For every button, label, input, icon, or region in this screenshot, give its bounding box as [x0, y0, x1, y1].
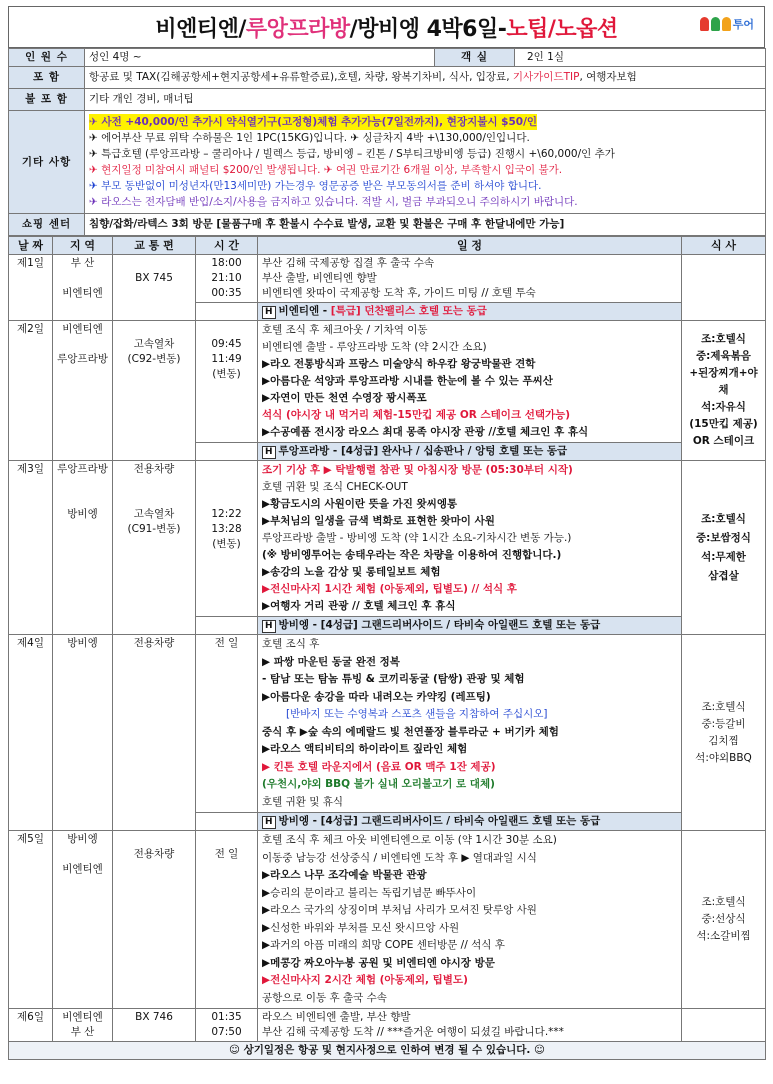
hotel-city: 방비엥 - [278, 815, 321, 827]
meal-text: 조:호텔식 [701, 896, 746, 908]
time-text: 11:49 [211, 353, 242, 365]
region-spacer [57, 847, 108, 862]
hotel-info [258, 617, 682, 635]
schedule-line: 부산 김해 국제공항 집결 후 출국 수속 [262, 257, 435, 269]
region-text: 방비엥 [67, 508, 98, 520]
room-label: 객 실 [435, 49, 515, 67]
etc-note: ✈ 현지일정 미참여시 패널티 $200/인 발생됩니다. ✈ 여권 만료기간 6개월 이상, 부족할시 입국이 불가. [89, 164, 563, 176]
time-spacer [200, 477, 253, 492]
time-text: 21:10 [211, 272, 242, 284]
schedule-line: 호텔 조식 후 체크 아웃 비엔티엔으로 이동 (약 1시간 30분 소요) [262, 834, 557, 846]
schedule-line: 공항으로 이동 후 출국 수속 [262, 991, 387, 1004]
region-text: 비엔티엔 [62, 863, 103, 875]
etc-note: ✈ 라오스는 전자담배 반입/소지/사용을 금지하고 있습니다. 적발 시, 벌금 부과되오니 주의하시기 바랍니다. [89, 196, 578, 208]
logo-text: 투어 [732, 18, 754, 31]
day-time [196, 1009, 258, 1042]
etc-notes [85, 111, 766, 214]
meal-text: +된장찌개+야채 [689, 367, 758, 396]
hotel-city: 방비엥 - [278, 619, 321, 631]
hotel-city: 루앙프라방 - [278, 445, 341, 457]
title-bar [8, 6, 765, 48]
schedule-line: ▶황금도시의 사원이란 뜻을 가진 왓씨엥통 [262, 498, 458, 510]
schedule-line: ▶라오스 국가의 상징이며 부처님 사리가 모셔진 탓루앙 사원 [262, 904, 537, 916]
meal-text: 김치찜 [708, 734, 739, 747]
hotel-icon: H [262, 446, 276, 459]
schedule-line: ▶아름다운 석양과 루앙프라방 시내를 한눈에 볼 수 있는 푸씨산 [262, 375, 553, 387]
etc-note: ✈ 특급호텔 (루앙프라방 – 쿨리아나 / 빌렉스 등급, 방비엥 – 킨톤 / S부티크방비엥 등급) 진행시 +\60,000/인 추가 [89, 148, 615, 160]
page-title [155, 12, 617, 43]
title-part-2: 루앙프라방 [245, 16, 350, 42]
time-empty [196, 443, 258, 461]
region-text: 방비엥 [67, 833, 98, 845]
include-text: 항공료 및 TAX(김해공항세+현지공항세+유류할증료),호텔, 차량, 왕복기차비, 식사, 입장료, [89, 71, 513, 83]
schedule-line: ▶메콩강 짜오아누봉 공원 및 비엔티엔 야시장 방문 [262, 956, 495, 969]
day-label: 제6일 [9, 1009, 53, 1042]
time-spacer [200, 322, 253, 337]
region-text: 비엔티엔 [62, 323, 103, 335]
region-text: 루앙프라방 [57, 353, 108, 365]
schedule-line: ▶전신마사지 2시간 체험 (아동제외, 팁별도) [262, 974, 468, 986]
hotel-name: [4성급] 완사나 / 십송판나 / 앙텅 호텔 또는 동급 [340, 445, 568, 457]
day-time: 전 일 [196, 635, 258, 813]
hotel-info [258, 443, 682, 461]
title-part-4: 노팁/노옵션 [506, 16, 618, 42]
day-meal [682, 321, 766, 461]
day-label: 제2일 [9, 321, 53, 461]
schedule-line: (우천시,야외 BBQ 불가 실내 오리불고기 로 대체) [262, 778, 495, 790]
region-text: 루앙프라방 [57, 463, 108, 475]
transport-spacer [117, 256, 191, 271]
schedule-table [8, 236, 766, 1060]
day-row [9, 635, 766, 813]
schedule-line: ▶여행자 거리 관광 // 호텔 체크인 후 휴식 [262, 600, 456, 612]
include-insurance: , 여행자보험 [579, 71, 637, 83]
day-schedule [258, 321, 682, 443]
day-label: 제1일 [9, 255, 53, 321]
schedule-line: ▶부처님의 일생을 금색 벽화로 표현한 왓마이 사원 [262, 515, 495, 527]
day-schedule [258, 255, 682, 303]
hotel-icon: H [262, 306, 276, 319]
schedule-line: ▶승리의 문이라고 불리는 독립기념문 빠뚜사이 [262, 886, 477, 899]
day-meal [682, 1009, 766, 1042]
include-tip: 기사가이드TIP [512, 71, 580, 83]
day-region [53, 461, 113, 635]
time-text: 13:28 [211, 523, 242, 535]
day-region [53, 255, 113, 321]
day-transport: 전용차량 [113, 635, 196, 831]
day-row [9, 831, 766, 1009]
day-label: 제5일 [9, 831, 53, 1009]
schedule-line: ▶자연이 만든 천연 수영장 꽝시폭포 [262, 392, 427, 404]
schedule-line: ▶라오스 액티비티의 하이라이트 짚라인 체험 [262, 743, 468, 755]
meal-text: 조:호텔식 [701, 333, 746, 345]
transport-text: 전용차량 [133, 463, 175, 475]
schedule-line: 호텔 조식 후 체크아웃 / 기차역 이동 [262, 324, 428, 336]
schedule-line [262, 462, 677, 479]
col-header-date: 날 짜 [9, 237, 53, 255]
schedule-line: ▶ 파쌍 마운틴 동굴 완전 정복 [262, 655, 400, 668]
schedule-line: 중식 후 ▶숲 속의 에메랄드 빛 천연풀장 블루라군 + 버기카 체험 [262, 725, 559, 738]
room-value: 2인 1실 [515, 49, 766, 67]
day-region [53, 321, 113, 461]
time-empty [196, 303, 258, 321]
schedule-line: - 탐남 또는 탐놈 튜빙 & 코끼리동굴 (탐쌍) 관광 및 체험 [262, 673, 525, 685]
title-part-1: 비엔티엔/ [155, 16, 246, 42]
transport-text: (C91-변동) [127, 523, 181, 535]
day-transport [113, 831, 196, 1009]
transport-text: BX 745 [135, 272, 173, 284]
col-header-time: 시 간 [196, 237, 258, 255]
day-region [53, 1009, 113, 1042]
day-label: 제3일 [9, 461, 53, 635]
hotel-info [258, 813, 682, 831]
region-text: 부 산 [70, 1026, 95, 1038]
day-region: 방비엥 [53, 635, 113, 831]
schedule-line: ▶과거의 아픔 미래의 희망 COPE 센터방문 // 석식 후 [262, 939, 505, 951]
meal-text: 삼겹살 [708, 569, 739, 582]
meal-text: 중:보쌈정식 [696, 531, 751, 544]
footer-note: ☺ 상기일정은 항공 및 현지사정으로 인하여 변경 될 수 있습니다. ☺ [9, 1042, 766, 1060]
logo-figure-icon [722, 17, 731, 31]
day-time [196, 321, 258, 443]
time-text: 18:00 [211, 257, 242, 269]
schedule-line: 석식 (야시장 내 먹거리 체험-15만킵 제공 OR 스테이크 선택가능) [262, 409, 571, 421]
time-text: 01:35 [211, 1011, 242, 1023]
time-text: (변동) [212, 368, 241, 380]
brand-logo [700, 16, 754, 32]
day-time [196, 255, 258, 303]
schedule-line: ▶송강의 노을 감상 및 롱테일보트 체험 [262, 566, 441, 578]
logo-figure-icon [711, 17, 720, 31]
region-text: 부 산 [70, 257, 95, 269]
region-text: 비엔티엔 [62, 287, 103, 299]
day-transport [113, 255, 196, 321]
region-spacer [57, 477, 108, 492]
day-time [196, 831, 258, 1009]
meal-text: 석:무제한 [701, 550, 746, 563]
day-region [53, 831, 113, 1009]
schedule-line: 루앙프라방 출발 - 방비엥 도착 (약 1시간 소요-기차시간 변동 가능.) [262, 532, 572, 544]
day-row [9, 321, 766, 443]
transport-spacer [117, 322, 191, 337]
schedule-line: 비엔티엔 출발 - 루앙프라방 도착 (약 2시간 소요) [262, 341, 487, 353]
hotel-name: [4성급] 그랜드리버사이드 / 타비숙 아일랜드 호텔 또는 동급 [320, 815, 601, 827]
schedule-line: ▶라오스 나무 조각예술 박물관 관광 [262, 869, 427, 881]
people-value: 성인 4명 ~ [85, 49, 435, 67]
meal-text: 석:소갈비찜 [696, 930, 751, 942]
col-header-transport: 교 통 편 [113, 237, 196, 255]
include-label: 포 함 [9, 67, 85, 89]
logo-figure-icon [700, 17, 709, 31]
time-text: 07:50 [211, 1026, 242, 1038]
exclude-label: 불 포 함 [9, 89, 85, 111]
schedule-line: 부산 김해 국제공항 도착 // ***즐거운 여행이 되셨길 바랍니다.*** [262, 1026, 564, 1038]
time-text: (변동) [212, 538, 241, 550]
day-schedule [258, 461, 682, 617]
day-meal [682, 255, 766, 321]
transport-text: (C92-변동) [127, 353, 181, 365]
meal-text: 조:호텔식 [701, 700, 746, 713]
meal-text: (15만킵 제공) [689, 418, 758, 430]
include-value [85, 67, 766, 89]
day-meal [682, 461, 766, 635]
schedule-line: ▶ 킨톤 호텔 라운지에서 (음료 OR 맥주 1잔 제공) [262, 760, 496, 773]
transport-spacer [117, 832, 191, 847]
etc-note: ✈ 부모 동반없이 미성년자(만13세미만) 가는경우 영문공증 받은 부모동의서를 준비 하셔야 합니다. [89, 180, 542, 192]
hotel-info [258, 303, 682, 321]
day-label: 제4일 [9, 635, 53, 831]
itinerary-page [8, 6, 765, 1060]
schedule-line: ▶신성한 바위와 부처를 모신 왓시므앙 사원 [262, 921, 460, 934]
shop-value: 침향/잡화/라텍스 3회 방문 [물품구매 후 환불시 수수료 발생, 교환 및 환불은 구매 후 한달내에만 가능] [85, 214, 766, 236]
meal-text: OR 스테이크 [692, 435, 755, 447]
time-spacer [200, 492, 253, 507]
meal-text: 석:자유식 [701, 401, 746, 413]
schedule-line: ▶아름다운 송강을 따라 내려오는 카약킹 (레프팅) [262, 690, 491, 703]
transport-text: 고속열차 [133, 508, 175, 520]
meal-text: 중:제육볶음 [696, 350, 751, 362]
day-transport [113, 321, 196, 461]
day-meal [682, 831, 766, 1009]
day-schedule [258, 635, 682, 813]
time-empty [196, 617, 258, 635]
day-meal [682, 635, 766, 831]
time-text: 09:45 [211, 338, 242, 350]
schedule-text: 조기 기상 후 ▶ 탁발행렬 참관 및 아침시장 방문 (05:30부터 시작) [262, 464, 573, 476]
time-text: 전 일 [214, 848, 239, 860]
day-schedule [258, 1009, 682, 1042]
transport-spacer [117, 492, 191, 507]
schedule-line: (※ 방비엥투어는 송태우라는 작은 차량을 이용하여 진행합니다.) [262, 549, 562, 561]
region-spacer [57, 337, 108, 352]
hotel-icon: H [262, 620, 276, 633]
col-header-meal: 식 사 [682, 237, 766, 255]
time-spacer [200, 832, 253, 847]
etc-note: ✈ 에어부산 무료 위탁 수하물은 1인 1PC(15KG)입니다. ✈ 싱글차지 4박 +\130,000/인입니다. [89, 132, 530, 144]
schedule-line: ▶전신마사지 1시간 체험 (아동제외, 팁별도) // 석식 후 [262, 583, 517, 595]
schedule-line: [반바지 또는 수영복과 스포츠 샌들을 지참하여 주십시오] [286, 708, 548, 720]
schedule-line: 부산 출발, 비엔티엔 향발 [262, 272, 377, 284]
schedule-line: 호텔 귀환 및 휴식 [262, 795, 344, 808]
hotel-icon: H [262, 816, 276, 829]
etc-label: 기타 사항 [9, 111, 85, 214]
day-row [9, 461, 766, 617]
time-spacer [200, 462, 253, 477]
col-header-region: 지 역 [53, 237, 113, 255]
time-empty [196, 813, 258, 831]
day-time [196, 461, 258, 617]
schedule-line: 비엔티엔 왓따이 국제공항 도착 후, 가이드 미팅 // 호텔 투숙 [262, 287, 536, 299]
time-text: 00:35 [211, 287, 242, 299]
schedule-line: 이동중 남능강 선상중식 / 비엔티엔 도착 후 ▶ 열대과일 시식 [262, 851, 537, 864]
day-transport: BX 746 [113, 1009, 196, 1042]
transport-spacer [117, 477, 191, 492]
hotel-name: [4성급] 그랜드리버사이드 / 타비숙 아일랜드 호텔 또는 동급 [320, 619, 601, 631]
schedule-line: 호텔 귀환 및 조식 CHECK-OUT [262, 481, 408, 493]
day-row [9, 255, 766, 303]
day-transport [113, 461, 196, 635]
info-table [8, 48, 766, 236]
time-text: 12:22 [211, 508, 242, 520]
day-schedule [258, 831, 682, 1009]
transport-text: 전용차량 [133, 848, 175, 860]
exclude-value: 기타 개인 경비, 매너팁 [85, 89, 766, 111]
hotel-city: 비엔티엔 - [278, 305, 331, 317]
etc-note: ✈ 사전 +40,000/인 추가시 약식열기구(고정형)체험 추가가능(7일전까지), 현장지불시 $50/인 [89, 116, 538, 128]
region-spacer [57, 492, 108, 507]
meal-text: 중:등갈비 [701, 717, 746, 730]
day-row [9, 1009, 766, 1042]
schedule-line: 호텔 조식 후 [262, 638, 320, 650]
region-spacer [57, 271, 108, 286]
meal-text: 중:선상식 [701, 913, 746, 925]
hotel-name: [특급] 던찬팰리스 호텔 또는 동급 [330, 305, 487, 317]
meal-text: 석:야외BBQ [695, 751, 752, 764]
schedule-line: ▶수공예품 전시장 라오스 최대 몽족 야시장 관광 //호텔 체크인 후 휴식 [262, 426, 589, 438]
col-header-schedule: 일 정 [258, 237, 682, 255]
title-part-3: /방비엥 4박6일- [349, 16, 507, 42]
people-label: 인 원 수 [9, 49, 85, 67]
schedule-line: 라오스 비엔티엔 출발, 부산 향발 [262, 1011, 411, 1023]
region-text: 비엔티엔 [62, 1011, 103, 1023]
transport-text: 고속열차 [133, 338, 175, 350]
shop-label: 쇼핑 센터 [9, 214, 85, 236]
schedule-line: ▶라오 전통방식과 프랑스 미술양식 하우캄 왕궁박물관 견학 [262, 358, 536, 370]
meal-text: 조:호텔식 [701, 512, 746, 525]
